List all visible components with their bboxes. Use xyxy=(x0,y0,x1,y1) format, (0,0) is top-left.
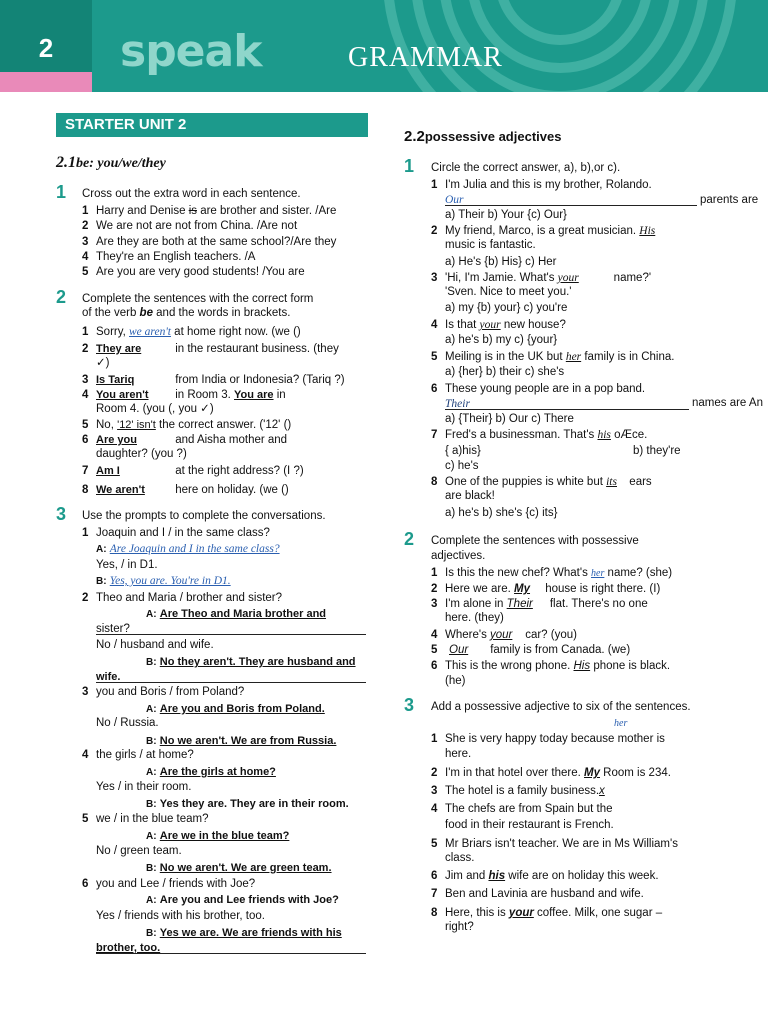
sentence: Are you are very good students! /You are xyxy=(96,266,305,278)
item-number: 7 xyxy=(431,429,438,441)
sentence-cont: here. (they) xyxy=(445,612,504,624)
sentence-cont: right? xyxy=(445,921,474,933)
sentence: These young people are in a pop band. xyxy=(445,383,646,395)
item-number: 3 xyxy=(431,785,438,797)
sentence: Are you and Aisha mother and xyxy=(96,434,288,446)
sentence: Are they are both at the same school?/Are they xyxy=(96,236,337,248)
item-number: 8 xyxy=(431,907,438,919)
sentence: 'Hi, I'm Jamie. What's your name?' xyxy=(445,272,652,284)
answer-options: a) my {b) your} c) you're xyxy=(445,302,568,314)
item-number: 3 xyxy=(431,272,438,284)
sentence-cont: class. xyxy=(445,852,475,864)
sentence: I'm Julia and this is my brother, Rolando. xyxy=(445,179,652,191)
sentence: Our family is from Canada. (we) xyxy=(449,644,631,656)
sentence: They are in the restaurant business. (they xyxy=(96,343,339,355)
exercise-number: 1 xyxy=(404,156,415,176)
item-number: 5 xyxy=(82,266,89,278)
sentence: I'm in that hotel over there. My Room is 234. xyxy=(445,767,671,779)
item-number: 6 xyxy=(431,383,438,395)
sentence-cont: are black! xyxy=(445,490,495,502)
instruction: Use the prompts to complete the conversations. xyxy=(82,510,326,522)
sentence: Harry and Denise is are brother and sister. /Are xyxy=(96,205,337,217)
instruction: Complete the sentences with the correct form xyxy=(82,293,314,305)
sentence-cont: (he) xyxy=(445,675,466,687)
prompt: Joaquin and I / in the same class? xyxy=(96,527,270,539)
answer-b-cont: brother, too. xyxy=(96,942,161,954)
item-number: 1 xyxy=(82,326,89,338)
prompt: you and Lee / friends with Joe? xyxy=(96,878,256,890)
sentence-cont: Our xyxy=(445,194,464,206)
exercise-number: 3 xyxy=(404,695,415,715)
sentence: Is that your new house? xyxy=(445,319,566,331)
sentence: Am I at the right address? (I ?) xyxy=(96,465,304,477)
answer-b-cont: wife. xyxy=(96,671,121,683)
item-number: 6 xyxy=(82,878,89,890)
instruction: Add a possessive adjective to six of the sentences. xyxy=(431,701,691,713)
answer-b: B: No we aren't. We are green team. xyxy=(146,862,332,874)
answer-b: B: Yes we are. We are friends with his xyxy=(146,927,342,939)
sentence: Mr Briars isn't teacher. We are in Ms William's xyxy=(445,838,678,850)
answer-options: a) he's b) she's {c) its} xyxy=(445,507,558,519)
item-number: 6 xyxy=(82,434,89,446)
sentence-cont: Room 4. (you (, you ✓) xyxy=(96,403,214,415)
reply-prompt: No / green team. xyxy=(96,845,182,857)
section-2-2-heading: 2.2possessive adjectives xyxy=(404,128,562,145)
sentence-cont: names are An xyxy=(692,397,763,409)
sentence: Where's your car? (you) xyxy=(445,629,577,641)
answer-b: B: Yes they are. They are in their room. xyxy=(146,798,349,810)
sentence-cont: parents are xyxy=(700,194,759,206)
reply-prompt: Yes / in their room. xyxy=(96,781,192,793)
instruction: of the verb be and the words in brackets. xyxy=(82,307,291,319)
item-number: 3 xyxy=(82,374,89,386)
item-number: 4 xyxy=(431,629,438,641)
sentence-cont: food in their restaurant is French. xyxy=(445,819,614,831)
handwritten-insert: her xyxy=(614,718,628,729)
sentence: This is the wrong phone. His phone is black. xyxy=(445,660,671,672)
answer-b: B: No we aren't. We are from Russia. xyxy=(146,735,337,747)
answer-a: A: Are you and Boris from Poland. xyxy=(146,703,325,715)
item-number: 5 xyxy=(431,351,438,363)
answer-b: B: Yes, you are. You're in D1. xyxy=(96,575,231,587)
item-number: 1 xyxy=(431,179,438,191)
sentence: Sorry, we aren't at home right now. (we () xyxy=(96,326,301,338)
item-number: 6 xyxy=(431,660,438,672)
sentence: The chefs are from Spain but the xyxy=(445,803,613,815)
item-number: 4 xyxy=(431,803,438,815)
item-number: 8 xyxy=(82,484,89,496)
sentence: One of the puppies is white but its ears xyxy=(445,476,652,488)
item-number: 5 xyxy=(431,644,438,656)
sentence: They're an English teachers. /A xyxy=(96,251,256,263)
item-number: 2 xyxy=(431,767,438,779)
sentence: Meiling is in the UK but her family is in China. xyxy=(445,351,675,363)
item-number: 4 xyxy=(431,319,438,331)
answer-line xyxy=(445,205,697,206)
item-number: 7 xyxy=(431,888,438,900)
answer-options: b) they're xyxy=(633,445,681,457)
exercise-number: 3 xyxy=(56,504,67,524)
item-number: 2 xyxy=(82,592,89,604)
unit-number: 2 xyxy=(0,0,92,72)
sentence: Ben and Lavinia are husband and wife. xyxy=(445,888,644,900)
sentence: Is Tariq from India or Indonesia? (Tariq ?) xyxy=(96,374,345,386)
page-title: GRAMMAR xyxy=(348,42,503,73)
prompt: we / in the blue team? xyxy=(96,813,209,825)
item-number: 1 xyxy=(82,527,89,539)
answer-a: A: Are we in the blue team? xyxy=(146,830,290,842)
answer-options: a) Their b) Your {c) Our} xyxy=(445,209,567,221)
sentence-cont: 'Sven. Nice to meet you.' xyxy=(445,286,572,298)
sentence: My friend, Marco, is a great musician. His xyxy=(445,225,656,237)
sentence: Here, this is your coffee. Milk, one sugar – xyxy=(445,907,663,919)
item-number: 2 xyxy=(431,225,438,237)
sentence: I'm alone in Their flat. There's no one xyxy=(445,598,648,610)
sentence: Is this the new chef? What's her name? (she) xyxy=(445,567,673,579)
item-number: 4 xyxy=(82,389,89,401)
sentence: Fred's a businessman. That's his oÆce. xyxy=(445,429,648,441)
sentence: We aren't here on holiday. (we () xyxy=(96,484,289,496)
reply-prompt: Yes, / in D1. xyxy=(96,559,158,571)
item-number: 7 xyxy=(82,465,89,477)
prompt: the girls / at home? xyxy=(96,749,194,761)
item-number: 3 xyxy=(82,236,89,248)
sentence: Here we are. My house is right there. (I) xyxy=(445,583,661,595)
reply-prompt: Yes / friends with his brother, too. xyxy=(96,910,265,922)
instruction: Complete the sentences with possessive xyxy=(431,535,639,547)
answer-options: { a)his} xyxy=(445,445,481,457)
sentence: The hotel is a family business.x xyxy=(445,785,605,797)
sentence-cont: Their xyxy=(445,398,470,410)
page-header xyxy=(0,0,768,92)
prompt: Theo and Maria / brother and sister? xyxy=(96,592,283,604)
item-number: 4 xyxy=(82,251,89,263)
item-number: 3 xyxy=(431,598,438,610)
instruction: Circle the correct answer, a), b),or c). xyxy=(431,162,621,174)
sentence-cont: music is fantastic. xyxy=(445,239,536,251)
answer-line xyxy=(96,682,366,683)
item-number: 4 xyxy=(82,749,89,761)
brand-logo: speak xyxy=(120,26,262,77)
answer-a: A: Are the girls at home? xyxy=(146,766,276,778)
sentence-cont: ✓) xyxy=(96,357,110,369)
sentence-cont: here. xyxy=(445,748,472,760)
answer-a: A: Are you and Lee friends with Joe? xyxy=(146,894,339,906)
item-number: 3 xyxy=(82,686,89,698)
answer-line xyxy=(445,409,689,410)
exercise-number: 2 xyxy=(56,287,67,307)
pink-accent-bar xyxy=(0,72,92,92)
answer-options: c) he's xyxy=(445,460,479,472)
item-number: 5 xyxy=(82,419,89,431)
item-number: 8 xyxy=(431,476,438,488)
sentence: You aren't in Room 3. You are in xyxy=(96,389,286,401)
sentence: She is very happy today because mother is xyxy=(445,733,665,745)
answer-line xyxy=(96,953,366,954)
instruction: adjectives. xyxy=(431,550,486,562)
exercise-number: 1 xyxy=(56,182,67,202)
answer-b: B: No they aren't. They are husband and xyxy=(146,656,356,668)
sentence: We are not are not from China. /Are not xyxy=(96,220,298,232)
item-number: 6 xyxy=(431,870,438,882)
answer-options: a) {Their} b) Our c) There xyxy=(445,413,574,425)
item-number: 2 xyxy=(82,343,89,355)
item-number: 2 xyxy=(82,220,89,232)
item-number: 1 xyxy=(431,733,438,745)
answer-a: A: Are Joaquin and I in the same class? xyxy=(96,543,280,555)
sentence-cont: daughter? (you ?) xyxy=(96,448,187,460)
prompt: you and Boris / from Poland? xyxy=(96,686,245,698)
sentence: No, '12' isn't the correct answer. ('12' () xyxy=(96,419,292,431)
answer-a: A: Are Theo and Maria brother and xyxy=(146,608,327,620)
sentence: Jim and his wife are on holiday this week. xyxy=(445,870,659,882)
item-number: 5 xyxy=(431,838,438,850)
instruction: Cross out the extra word in each sentence. xyxy=(82,188,301,200)
exercise-number: 2 xyxy=(404,529,415,549)
item-number: 2 xyxy=(431,583,438,595)
answer-options: a) He's {b) His} c) Her xyxy=(445,256,557,268)
reply-prompt: No / Russia. xyxy=(96,717,159,729)
answer-options: a) {her} b) their c) she's xyxy=(445,366,565,378)
answer-a-cont: sister? xyxy=(96,623,130,635)
item-number: 1 xyxy=(431,567,438,579)
answer-line xyxy=(96,634,366,635)
answer-options: a) he's b) my c) {your} xyxy=(445,334,558,346)
reply-prompt: No / husband and wife. xyxy=(96,639,214,651)
item-number: 1 xyxy=(82,205,89,217)
item-number: 5 xyxy=(82,813,89,825)
section-2-1-heading: 2.1be: you/we/they xyxy=(56,154,166,171)
unit-title-bar: STARTER UNIT 2 xyxy=(56,113,368,137)
